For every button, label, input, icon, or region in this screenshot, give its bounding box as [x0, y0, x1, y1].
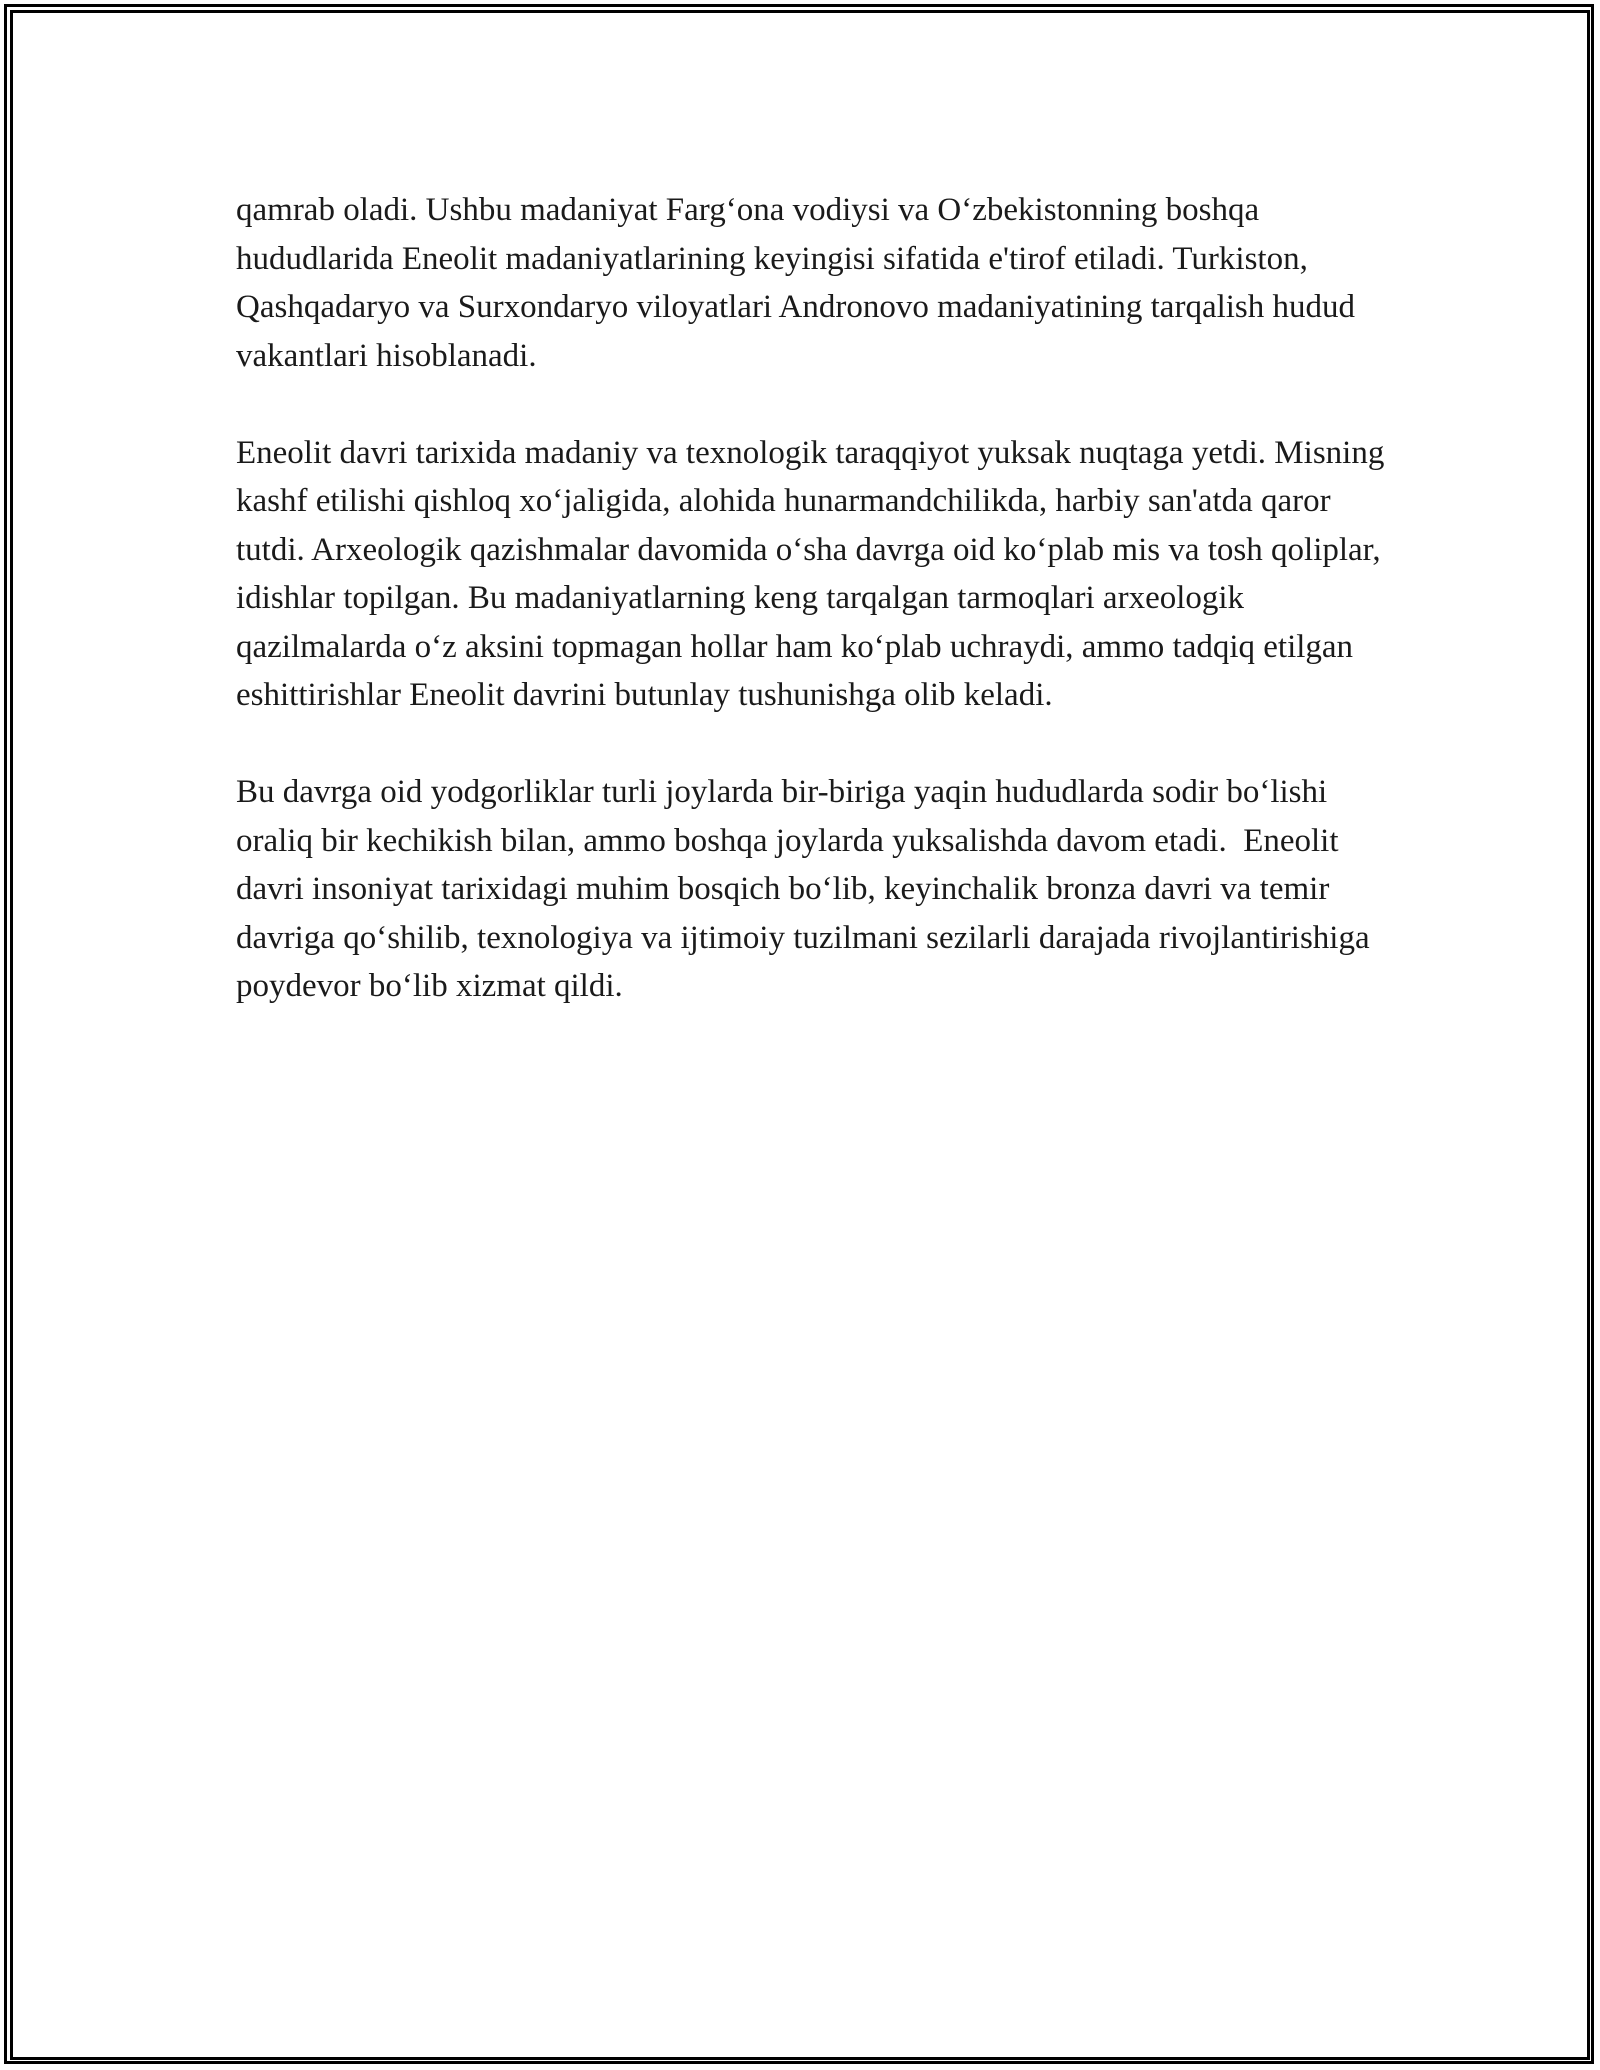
paragraph-2: Eneolit davri tarixida madaniy va texnologik taraqqiyot yuksak nuqtaga yetdi. Misning kashf etilishi qishloq xo‘jaligida, alohida hunarmandchilikda, harbiy san'atda qaror tutdi. Arxeologik qazishmalar davomida o‘sha davrga oid ko‘plab mis va tosh qoliplar, idishlar topilgan. Bu madaniyatlarning keng tarqalgan tarmoqlari arxeologik qazilmalarda o‘z aksini topmagan hollar ham ko‘plab uchraydi, ammo tadqiq etilgan eshittirishlar Eneolit davrini butunlay tushunishga olib keladi.: [236, 434, 1393, 713]
paragraph-1: qamrab oladi. Ushbu madaniyat Farg‘ona vodiysi va O‘zbekistonning boshqa hududlarida Eneolit madaniyatlarining keyingisi sifatida e'tirof etiladi. Turkiston, Qashqadaryo va Surxondaryo viloyatlari Andronovo madaniyatining tarqalish hudud vakantlari hisoblanadi.: [236, 192, 1364, 374]
document-body: [236, 186, 1393, 1059]
paragraph-3: Bu davrga oid yodgorliklar turli joylarda bir-biriga yaqin hududlarda sodir bo‘lishi oraliq bir kechikish bilan, ammo boshqa joylarda yuksalishda davom etadi. Eneolit davri insoniyat tarixidagi muhim bosqich bo‘lib, keyinchalik bronza davri va temir davriga qo‘shilib, texnologiya va ijtimoiy tuzilmani sezilarli darajada rivojlantirishiga poydevor bo‘lib xizmat qildi.: [236, 774, 1378, 1004]
